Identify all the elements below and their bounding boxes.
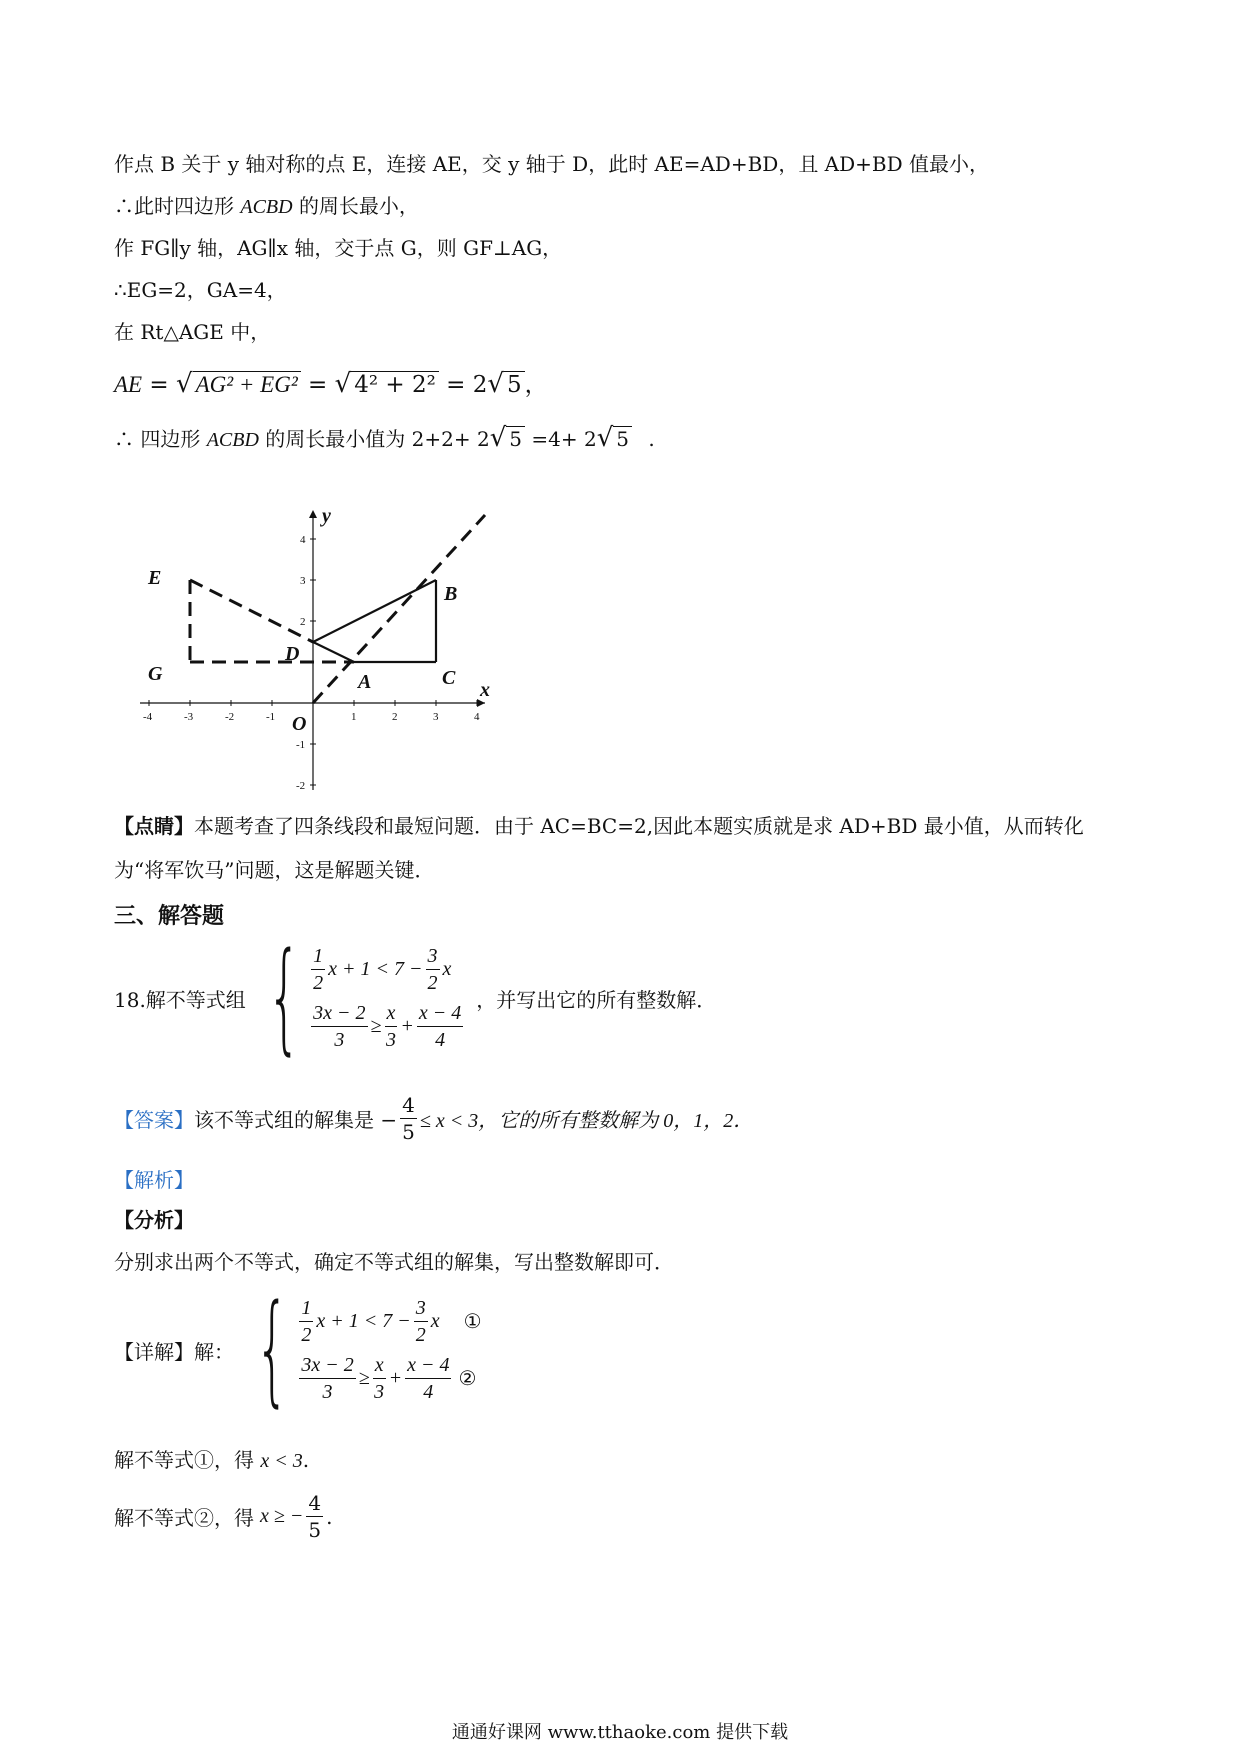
radicand: AG² + EG² [193,371,301,397]
math-text: ≥ [358,1367,370,1389]
point-label-c: C [442,667,456,689]
ae-formula [114,370,548,399]
fraction: $\frac{x}{3}$ [374,1354,385,1403]
x-tick-label: -3 [184,711,194,723]
fraction: $\frac{1}{2}$ [301,1297,312,1346]
inequality-system [308,943,466,1053]
fraction: $\frac{3x - 2}{3}$ [313,1002,366,1051]
coordinate-figure [140,500,500,800]
x-tick-label: 4 [474,711,480,723]
formula-lhs: AE [114,372,143,397]
point-label-b: B [444,583,458,605]
segment-da [313,642,354,662]
section-heading: 三、解答题 [114,903,225,929]
text-span: 的周长最小， [298,194,419,218]
circled-two-icon: ② [458,1368,477,1390]
text-line-4: ∴EG=2，GA=4， [114,278,287,302]
fraction: $\frac{4}{5}$ [402,1093,415,1144]
radicand: 4² + 2² [351,371,439,398]
y-tick-label: 4 [300,534,306,546]
circled-one-icon: ① [463,1311,482,1333]
answer-tag: 【答案】 [114,1108,194,1132]
fraction: $\frac{3}{2}$ [427,945,438,994]
solution-tail: . [302,1448,310,1472]
text-line-7 [114,424,655,454]
question-18 [114,928,717,1067]
fraction: $\frac{4}{5}$ [308,1491,322,1542]
fraction: $\frac{x}{3}$ [385,1002,396,1051]
fraction: $\frac{3}{2}$ [415,1297,426,1346]
radical-icon: √ [487,369,504,399]
math-text: x + 1 < 7 − [316,1310,411,1332]
fenxi-text: 分别求出两个不等式，确定不等式组的解集，写出整数解即可． [114,1250,674,1274]
text-span: . [648,427,655,451]
question-label: 18.解不等式组 [114,987,246,1012]
segment-ed [190,580,313,642]
answer-text: ≤ x < 3，它的所有整数解为 0，1，2． [419,1110,754,1132]
text-span: 的周长最小值为 2+2+ 2 [265,427,490,451]
solution-expr: x ≥ − [260,1505,304,1527]
math-text: + [400,1015,414,1037]
radical-icon: √ [176,369,193,399]
quad-name: ACBD [240,196,293,218]
solution-expr: x < 3 [260,1450,303,1472]
text-span: =4+ 2 [531,427,597,451]
solution-tail: . [326,1504,333,1529]
inequality-row-1 [308,943,466,996]
point-label-a: A [358,671,372,693]
fraction: $\frac{x - 4}{4}$ [407,1354,450,1403]
formula-eq: = [308,372,328,398]
inequality-row-1 [296,1295,481,1348]
remark-text: 本题考查了四条线段和最短问题．由于 AC=BC=2,因此本题实质就是求 AD+BD 最小值，从而转化 [194,814,1084,838]
x-axis-label: x [480,679,490,701]
remark-line-1 [114,812,1084,840]
math-text: ≥ [370,1015,382,1037]
remark-tag: 【点睛】 [114,814,194,838]
text-span: ∴此时四边形 [114,194,234,218]
inequality-row-2 [308,1000,466,1053]
fraction: $\frac{x - 4}{4}$ [418,1002,462,1051]
segment-db [313,580,436,642]
left-brace-icon: { [266,928,302,1067]
math-text: x [430,1310,440,1332]
x-tick-label: -4 [143,711,153,723]
y-tick-label: 3 [300,575,306,587]
text-line-2 [114,192,419,221]
y-tick-label: 2 [300,616,306,628]
fraction: $\frac{1}{2}$ [313,945,324,994]
y-arrow-icon [309,510,317,518]
radicand: 5 [504,371,525,398]
x-tick-label: -1 [266,711,276,723]
answer-text: 该不等式组的解集是 − [194,1108,398,1132]
point-label-d: D [285,643,300,665]
detail-block [114,1280,482,1419]
formula-tail: ， [524,372,548,398]
inequality-system [296,1295,481,1405]
formula-eq: = [149,372,169,398]
x-tick-label: 1 [351,711,357,723]
fraction: $\frac{3x - 2}{3}$ [301,1354,354,1403]
x-tick-label: -2 [225,711,235,723]
left-brace-icon: { [254,1280,290,1419]
point-label-g: G [148,663,163,685]
solution-2 [114,1490,332,1543]
math-text: + [388,1367,403,1389]
x-tick-label: 2 [392,711,398,723]
solution-text: 解不等式①，得 [114,1448,254,1472]
fenxi-tag: 【分析】 [114,1208,194,1232]
radical-icon: √ [596,423,614,453]
page-footer: 通通好课网 www.tthaoke.com 提供下载 [451,1722,789,1743]
text-line-5: 在 Rt△AGE 中， [114,320,271,344]
math-text: x [442,958,452,980]
radicand: 5 [613,426,632,451]
radical-icon: √ [334,369,352,399]
quad-name: ACBD [206,429,259,451]
formula-eq: = 2 [446,372,488,398]
radicand: 5 [506,426,525,451]
text-span: ∴ 四边形 [114,427,201,451]
solution-1 [114,1446,309,1475]
analysis-tag: 【解析】 [114,1168,194,1192]
point-label-e: E [148,567,162,589]
y-axis-label: y [322,505,331,527]
detail-tag: 【详解】解： [114,1339,234,1364]
remark-line-2: 为“将军饮马”问题，这是解题关键． [114,858,435,882]
y-tick-label: -1 [296,739,306,751]
y-tick-label: -2 [296,780,306,792]
radical-icon: √ [489,423,507,453]
inequality-row-2 [296,1352,481,1405]
answer-line [114,1092,753,1145]
line-through-origin [313,515,485,703]
math-text: x + 1 < 7 − [328,958,423,980]
solution-text: 解不等式②，得 [114,1506,254,1530]
text-line-3: 作 FG∥y 轴，AG∥x 轴，交于点 G，则 GF⊥AG， [114,236,563,260]
text-line-1: 作点 B 关于 y 轴对称的点 E，连接 AE，交 y 轴于 D，此时 AE=AD+BD，且 AD+BD 值最小， [114,152,989,176]
question-tail: ，并写出它的所有整数解． [476,987,717,1012]
origin-label: O [292,713,307,735]
x-tick-label: 3 [433,711,439,723]
